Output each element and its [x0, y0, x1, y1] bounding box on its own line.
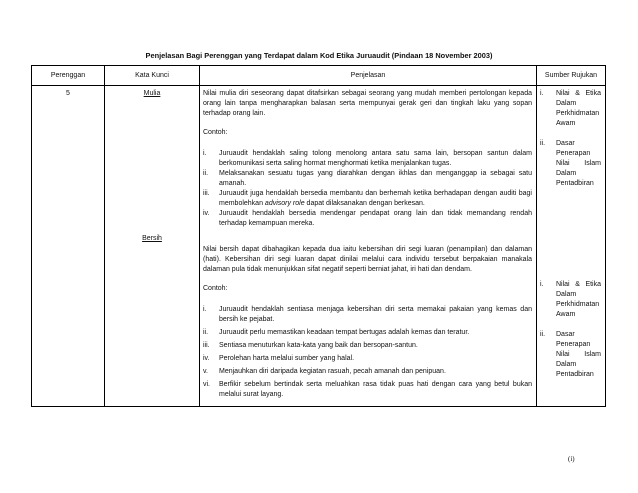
source-text: Nilai & Etika Dalam Perkhidmatan Awam: [556, 90, 601, 127]
keyword-cell: [105, 86, 200, 407]
table-row: [32, 86, 606, 407]
table-header-row: [32, 66, 606, 86]
list-item: [203, 328, 532, 338]
list-number: iii.: [203, 190, 210, 197]
explanation-cell: [200, 86, 537, 407]
list-text: Perolehan harta melalui sumber yang halal.: [219, 355, 355, 362]
list-number: iv.: [203, 355, 210, 362]
header-penjelasan: Penjelasan: [200, 66, 537, 86]
source-text: Dasar Penerapan Nilai Islam Dalam Pentadbiran: [556, 331, 601, 378]
list-number: iii.: [203, 342, 210, 349]
list-number: ii.: [203, 170, 209, 177]
source-number: i.: [540, 90, 544, 97]
paragraph-number: 5: [32, 86, 105, 407]
source-number: ii.: [540, 140, 546, 147]
document-title: Penjelasan Bagi Perenggan yang Terdapat dalam Kod Etika Juruaudit (Pindaan 18 November 2003): [145, 51, 493, 60]
list-text: Menjauhkan diri daripada kegiatan rasuah, pecah amanah dan penipuan.: [219, 368, 446, 375]
page-number: (i): [568, 455, 575, 463]
explanation-table: [31, 65, 606, 407]
list-item: [203, 305, 532, 325]
list-number: i.: [203, 306, 207, 313]
list-text-part: Juruaudit juga hendaklah bersedia membantu dan berhemah ketika berhadapan dengan auditi bagi membolehkan: [219, 190, 532, 207]
mulia-contoh-label: Contoh:: [203, 129, 228, 136]
source-number: ii.: [540, 331, 546, 338]
bersih-description: Nilai bersih dapat dibahagikan kepada dua iaitu kebersihan diri segi luaran (penampilan) dan dalaman (hati). Kebersihan diri segi luaran dapat dinilai melalui cara individu tersebut berpakaian manakala dalaman pula tidak menunjukkan sifat negatif seperti berniat jahat, iri hati dan dendam.: [203, 246, 532, 273]
list-text-emphasis: advisory role: [264, 200, 305, 207]
header-kata-kunci: Kata Kunci: [105, 66, 200, 86]
list-item: [203, 189, 532, 209]
source-text: Nilai & Etika Dalam Perkhidmatan Awam: [556, 281, 601, 318]
list-text: Berfikir sebelum bertindak serta meluahkan rasa tidak puas hati dengan cara yang betul bukan melalui surat layang.: [219, 381, 532, 398]
list-item: [203, 354, 532, 364]
list-item: [203, 367, 532, 377]
bersih-contoh-label: Contoh:: [203, 285, 228, 292]
list-item: [203, 169, 532, 189]
source-cell: [537, 86, 606, 407]
list-item: [203, 209, 532, 229]
list-number: v.: [203, 368, 208, 375]
source-item: [540, 139, 601, 189]
source-text: Dasar Penerapan Nilai Islam Dalam Pentadbiran: [556, 140, 601, 187]
list-text: Juruaudit hendaklah sentiasa menjaga kebersihan diri serta memakai pakaian yang kemas dan bersih ke pejabat.: [219, 306, 532, 323]
list-text: Juruaudit hendaklah bersedia mendengar pendapat orang lain dan tidak memandang rendah terhadap kemampuan mereka.: [219, 210, 532, 227]
list-text: Sentiasa menuturkan kata-kata yang baik dan bersopan-santun.: [219, 342, 418, 349]
list-text: Melaksanakan sesuatu tugas yang diarahkan dengan ikhlas dan menganggap ia sebagai satu amanah.: [219, 170, 532, 187]
list-number: ii.: [203, 329, 209, 336]
list-text: [219, 189, 532, 209]
list-text: Juruaudit perlu memastikan keadaan tempat bertugas adalah kemas dan teratur.: [219, 329, 470, 336]
list-text: Juruaudit hendaklah saling tolong menolong antara satu sama lain, bersopan santun dalam berkomunikasi serta saling hormat menghormati ketika menjalankan tugas.: [219, 150, 532, 167]
list-text-part: dapat dilaksanakan dengan berkesan.: [304, 200, 425, 207]
source-item: [540, 280, 601, 320]
list-number: vi.: [203, 381, 210, 388]
list-item: [203, 380, 532, 400]
list-item: [203, 149, 532, 169]
keyword-mulia: Mulia: [143, 90, 161, 97]
list-number: i.: [203, 150, 207, 157]
source-number: i.: [540, 281, 544, 288]
list-number: iv.: [203, 210, 210, 217]
source-item: [540, 330, 601, 380]
header-perenggan: Perenggan: [32, 66, 105, 86]
list-item: [203, 341, 532, 351]
source-item: [540, 89, 601, 129]
keyword-bersih: Bersih: [142, 235, 162, 242]
mulia-description: Nilai mulia diri seseorang dapat ditafsirkan sebagai seorang yang mudah memberi pertolongan kepada orang lain tanpa mengharapkan balasan serta mempunyai gerak geri dan tingkah laku yang sopan terhadap orang lain.: [203, 90, 532, 117]
header-sumber-rujukan: Sumber Rujukan: [537, 66, 606, 86]
